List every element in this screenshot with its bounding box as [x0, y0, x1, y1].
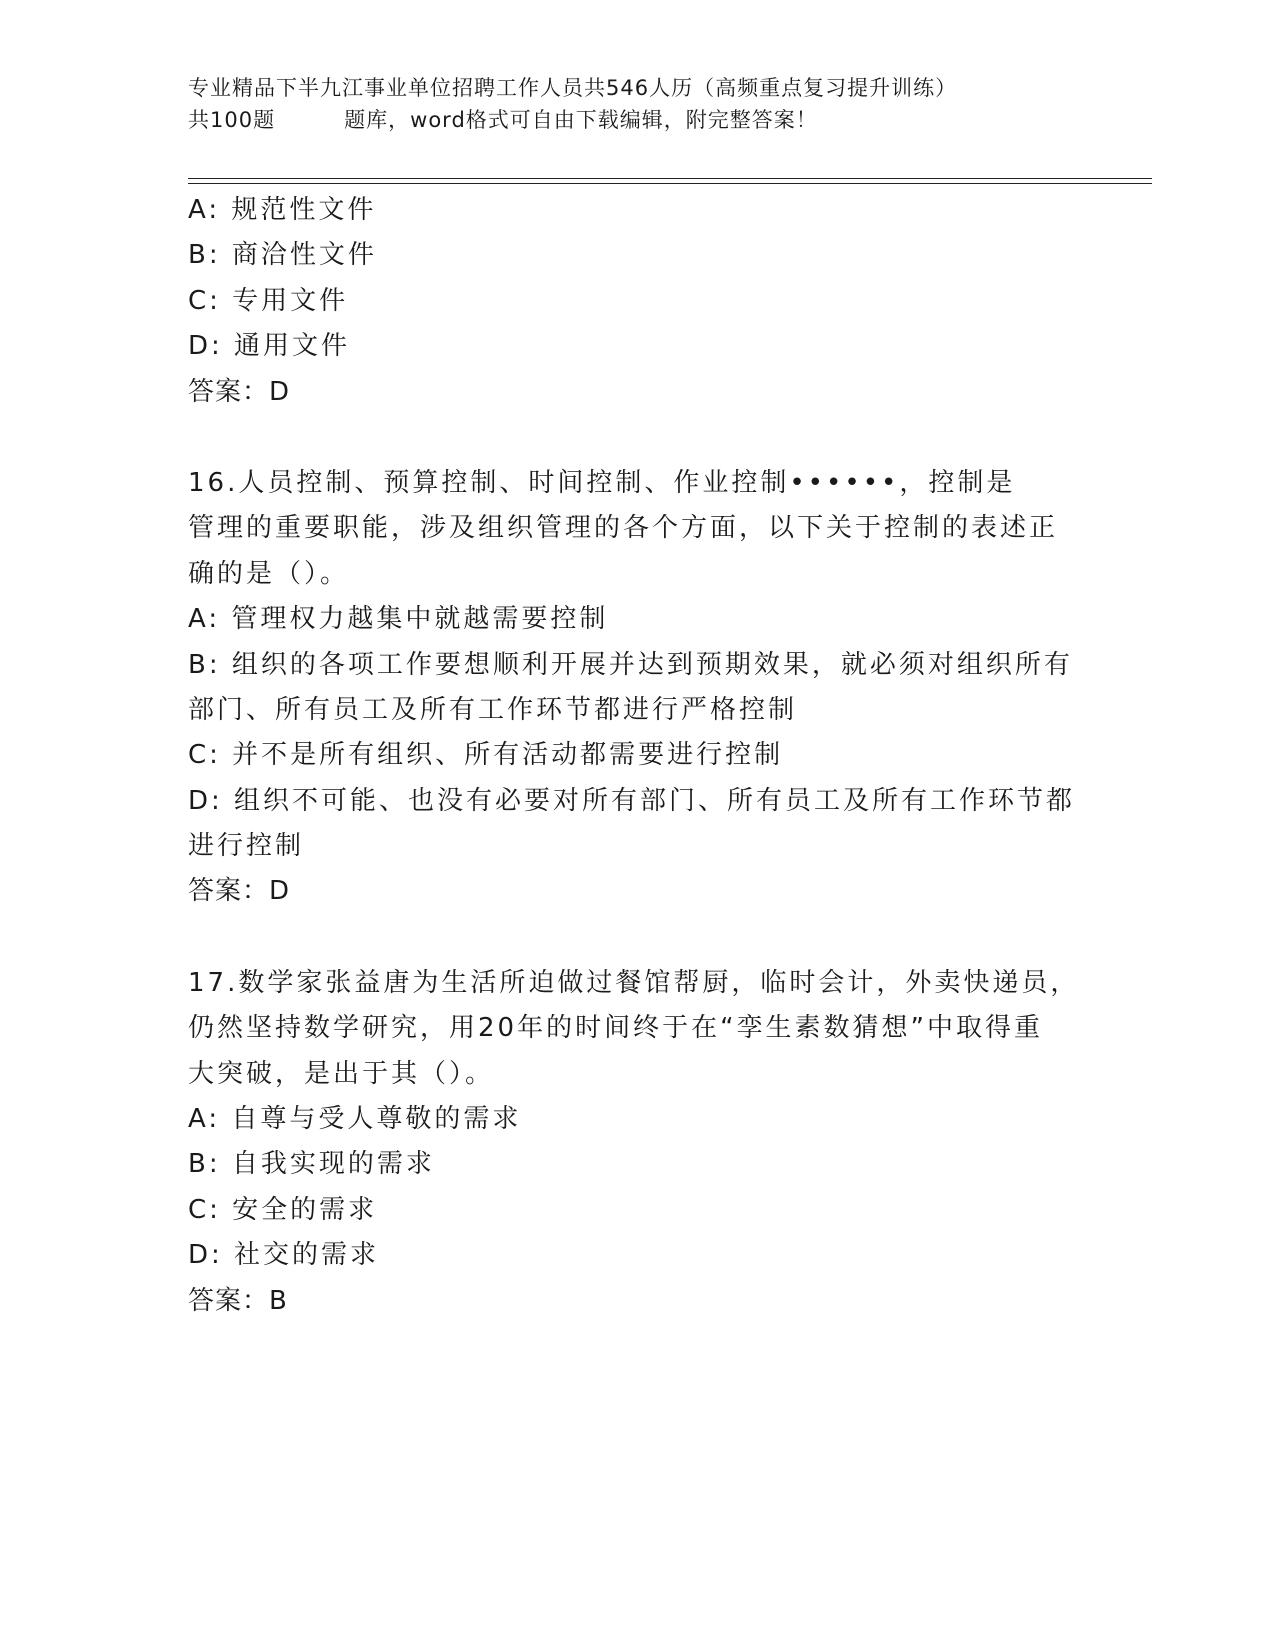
question-16-block: [188, 461, 1078, 915]
option-b: B: 商洽性文件: [188, 240, 377, 271]
question-stem-line: 仍然坚持数学研究，用20年的时间终于在“孪生素数猜想”中取得重: [188, 1013, 1044, 1044]
answer-line: 答案：D: [188, 876, 291, 907]
answer-line: 答案：D: [188, 376, 291, 407]
option-c: C: 并不是所有组织、所有活动都需要进行控制: [188, 740, 784, 771]
question-stem-line: 17.数学家张益唐为生活所迫做过餐馆帮厨，临时会计，外卖快递员，: [188, 967, 1080, 998]
option-a: A: 规范性文件: [188, 195, 377, 225]
option-c: C: 专用文件: [188, 285, 349, 316]
spacer: [188, 415, 1078, 461]
question-15-block: [188, 188, 1078, 415]
question-stem-line: 大突破，是出于其（）。: [188, 1058, 495, 1089]
question-stem-line: 确的是（）。: [188, 558, 350, 589]
option-d: D: 组织不可能、也没有必要对所有部门、所有员工及所有工作环节都: [188, 785, 1076, 816]
question-stem-line: 16.人员控制、预算控制、时间控制、作业控制••••••，控制是: [188, 467, 1016, 498]
option-d: D: 社交的需求: [188, 1240, 380, 1271]
answer-line: 答案：B: [188, 1285, 288, 1316]
header-divider-top: [188, 178, 1152, 179]
option-c: C: 安全的需求: [188, 1194, 378, 1225]
question-stem-line: 管理的重要职能，涉及组织管理的各个方面，以下关于控制的表述正: [188, 513, 1059, 544]
option-b: B: 自我实现的需求: [188, 1149, 435, 1180]
option-a: A: 自尊与受人尊敬的需求: [188, 1104, 522, 1135]
question-17-block: [188, 961, 1078, 1324]
option-b-continued: 部门、所有员工及所有工作环节都进行严格控制: [188, 694, 798, 725]
option-a: A: 管理权力越集中就越需要控制: [188, 604, 609, 635]
header-subtitle-line: 共100题 题库，word格式可自由下载编辑，附完整答案！: [188, 108, 818, 132]
spacer: [188, 915, 1078, 961]
header-title-line: 专业精品下半九江事业单位招聘工作人员共546人历（高频重点复习提升训练）: [188, 76, 958, 100]
option-d: D: 通用文件: [188, 331, 351, 362]
option-b: B: 组织的各项工作要想顺利开展并达到预期效果，就必须对组织所有: [188, 649, 1073, 680]
header-divider-bottom: [188, 183, 1152, 184]
question-content: [188, 188, 1078, 1324]
page-header: [188, 72, 1088, 136]
option-d-continued: 进行控制: [188, 831, 305, 862]
